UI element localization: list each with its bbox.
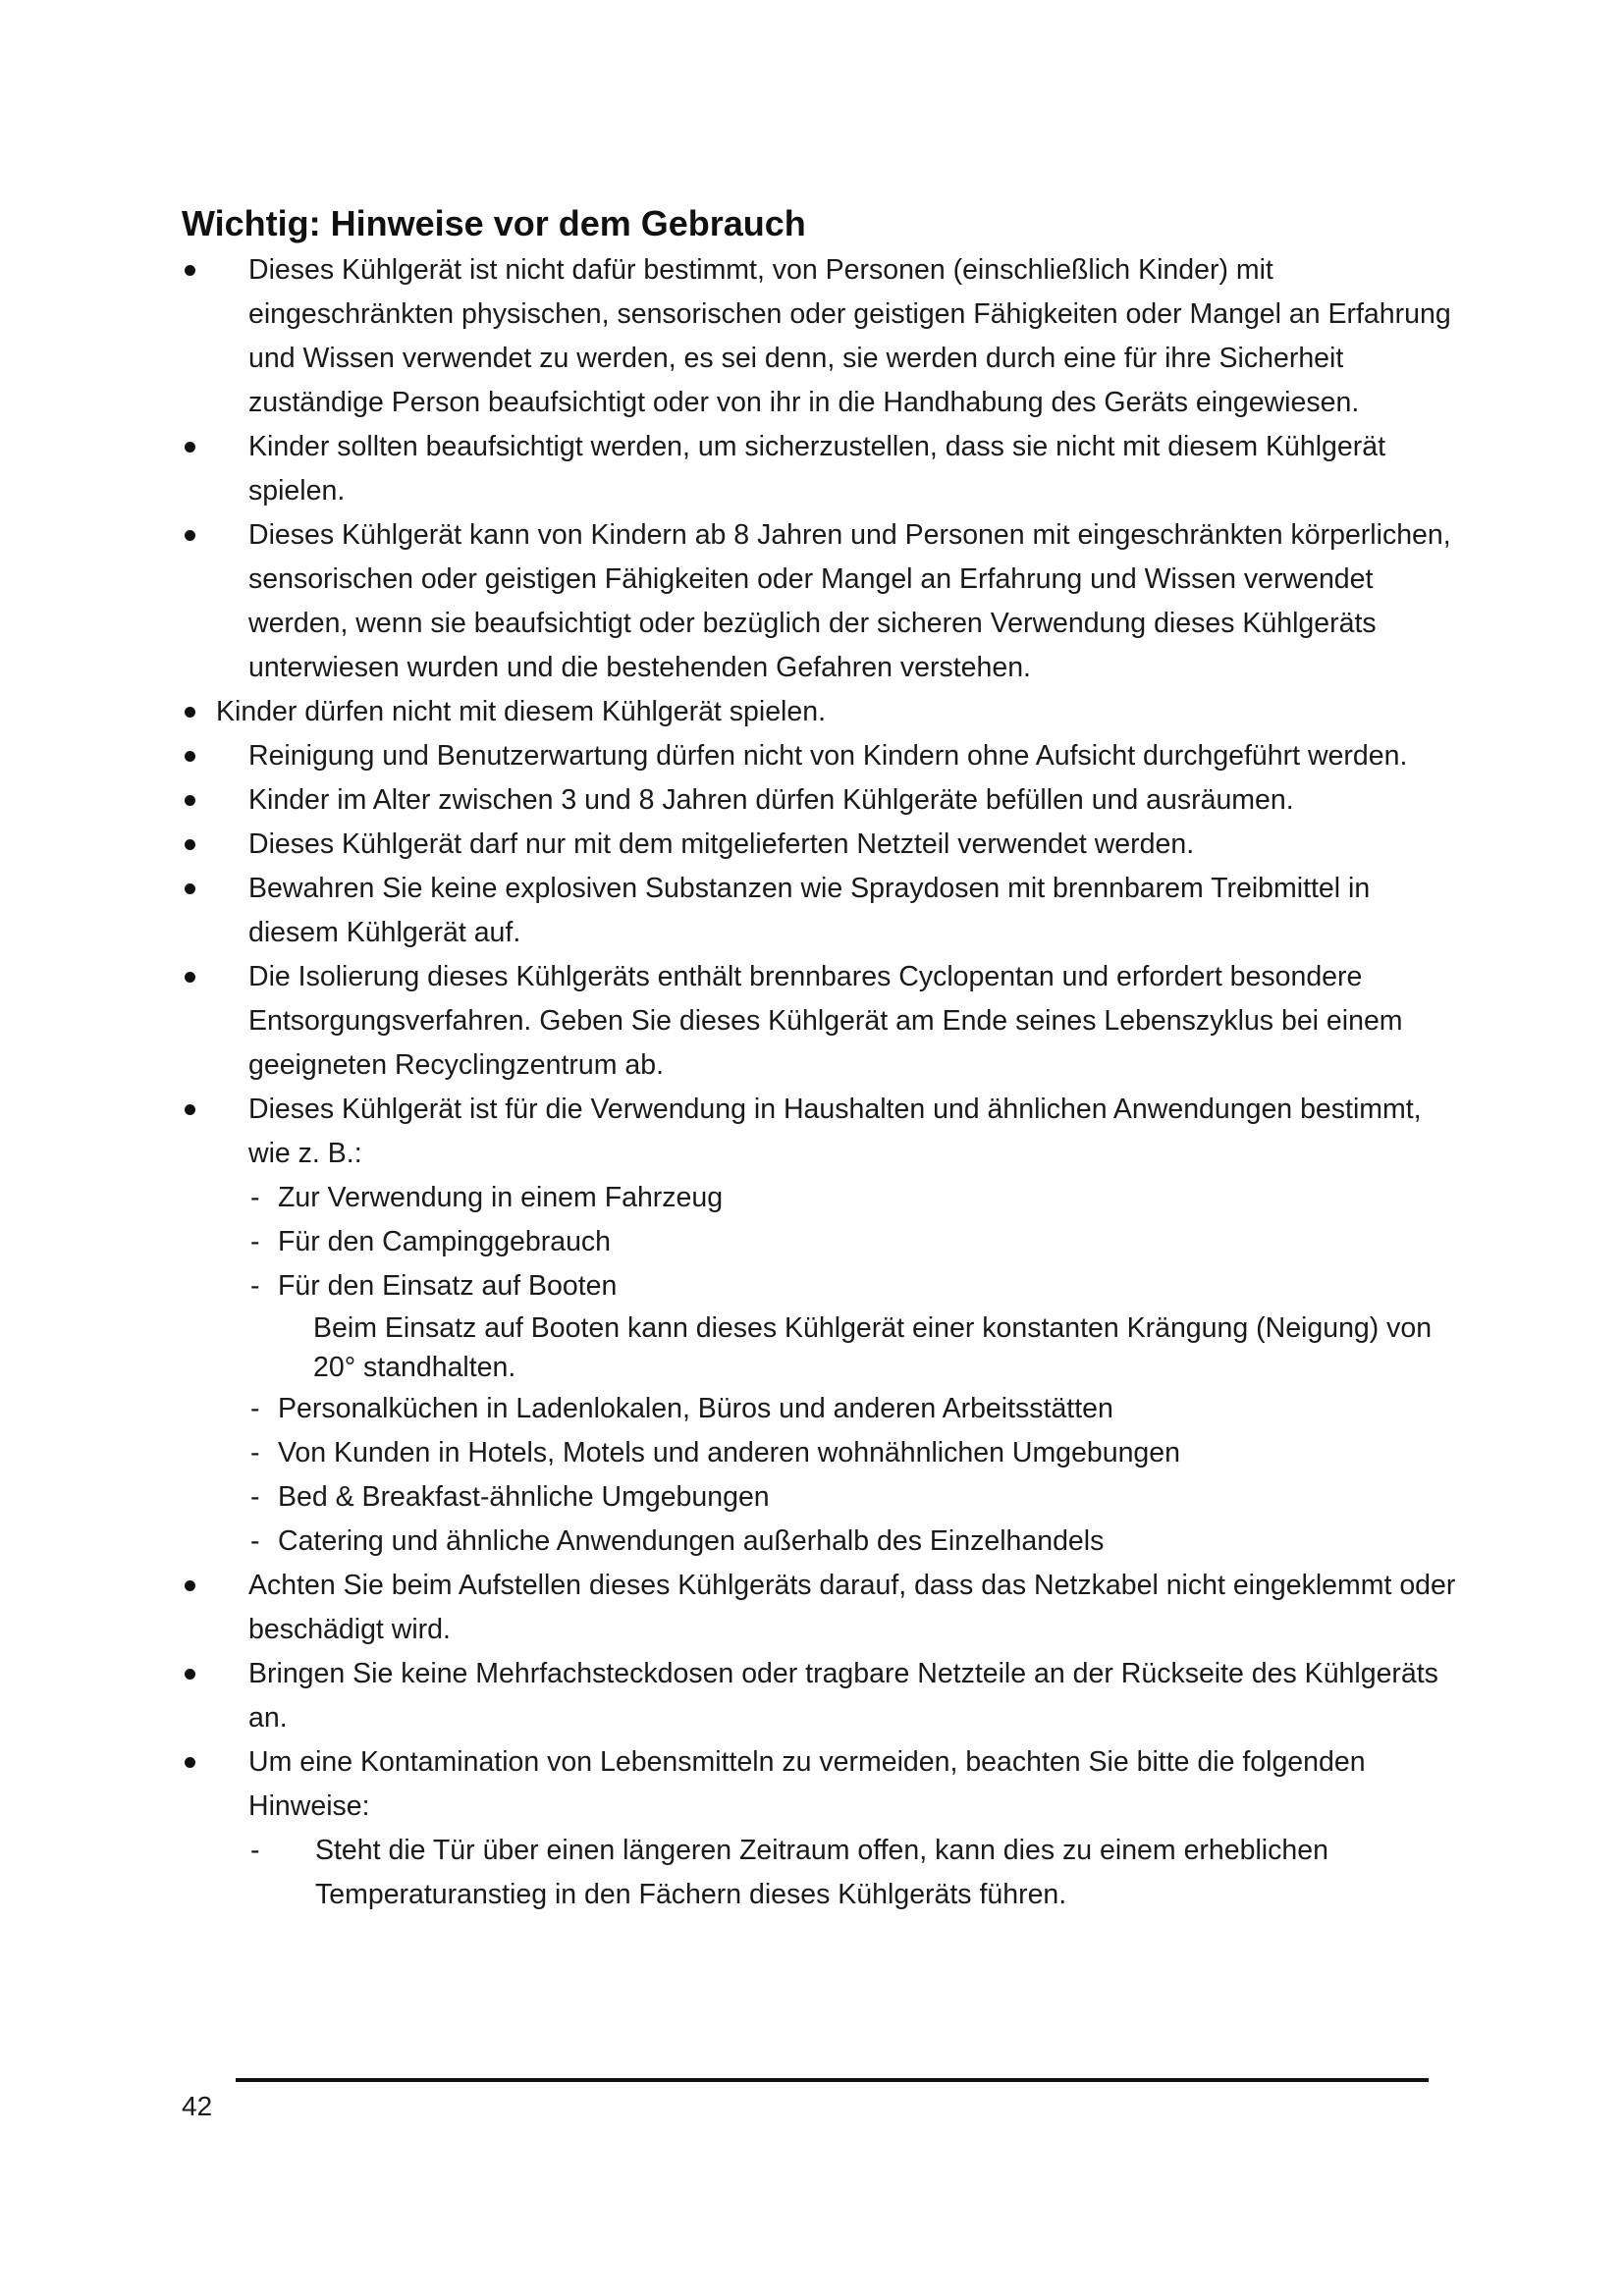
bullet-icon (185, 972, 195, 983)
sublist-item-text: Personalküchen in Ladenlokalen, Büros und anderen Arbeitsstätten (278, 1393, 1113, 1424)
page-title: Wichtig: Hinweise vor dem Gebrauch (182, 203, 806, 243)
boat-note: Beim Einsatz auf Booten kann dieses Kühlgerät einer konstanten Krängung (Neigung) von 20° standhalten. (313, 1312, 1433, 1383)
bullet-icon (185, 751, 195, 762)
list-item (182, 248, 1458, 425)
bullet-icon (185, 530, 195, 541)
list-item-text: Bringen Sie keine Mehrfachsteckdosen oder tragbare Netzteile an der Rückseite des Kühlgeräts an. (248, 1658, 1438, 1734)
sublist-item-text: Steht die Tür über einen längeren Zeitraum offen, kann dies zu einem erheblichen Temperaturanstieg in den Fächern dieses Kühlgeräts führen. (315, 1835, 1328, 1910)
list-item-text: Kinder sollten beaufsichtigt werden, um sicherzustellen, dass sie nicht mit diesem Kühlgerät spielen. (248, 431, 1385, 507)
bullet-icon (185, 1104, 195, 1115)
bullet-icon (185, 795, 195, 806)
list-item (182, 1088, 1458, 1564)
sublist-item (250, 1264, 1458, 1308)
sublist-item-text: Für den Einsatz auf Booten (278, 1270, 618, 1302)
dash-marker: - (250, 1481, 260, 1513)
list-item-text: Kinder dürfen nicht mit diesem Kühlgerät spielen. (216, 696, 827, 727)
bullet-icon (185, 265, 195, 276)
usage-sublist (248, 1176, 1458, 1564)
list-item (182, 690, 1458, 734)
contamination-sublist (248, 1829, 1458, 1917)
bullet-icon (185, 883, 195, 894)
list-item-text: Dieses Kühlgerät darf nur mit dem mitgelieferten Netzteil verwendet werden. (248, 828, 1195, 860)
sublist-item-text: Für den Campinggebrauch (278, 1226, 612, 1257)
sublist-item-text: Von Kunden in Hotels, Motels und anderen wohnähnlichen Umgebungen (278, 1437, 1180, 1468)
list-item-text: Reinigung und Benutzerwartung dürfen nicht von Kindern ohne Aufsicht durchgeführt werden. (248, 740, 1408, 772)
dash-marker: - (250, 1182, 260, 1213)
list-item (182, 1652, 1458, 1740)
sublist-item (250, 1520, 1458, 1564)
dash-marker: - (250, 1270, 260, 1302)
list-item-text: Dieses Kühlgerät kann von Kindern ab 8 Jahren und Personen mit eingeschränkten körperlichen, sensorischen oder geistigen Fähigkeiten oder Mangel an Erfahrung und Wissen verwendet werden, wenn sie beaufsichtigt oder bezüglich der sicheren Verwendung dieses Kühlgeräts unterwiesen wurden und die bestehenden Gefahren verstehen. (248, 519, 1451, 683)
bullet-icon (185, 442, 195, 453)
dash-marker: - (250, 1835, 260, 1866)
sublist-item (250, 1431, 1458, 1475)
sublist-item (250, 1176, 1458, 1220)
list-item-text: Achten Sie beim Aufstellen dieses Kühlgeräts darauf, dass das Netzkabel nicht eingeklemmt oder beschädigt wird. (248, 1570, 1456, 1645)
sublist-item (250, 1829, 1458, 1917)
footer-divider (236, 2078, 1429, 2082)
list-item (182, 425, 1458, 513)
safety-notice-list (182, 248, 1458, 1917)
sublist-item-text: Zur Verwendung in einem Fahrzeug (278, 1182, 724, 1213)
bullet-icon (185, 839, 195, 850)
sublist-item-text: Bed & Breakfast-ähnliche Umgebungen (278, 1481, 770, 1513)
bullet-icon (185, 707, 195, 718)
dash-marker: - (250, 1437, 260, 1468)
sublist-item (250, 1475, 1458, 1520)
dash-marker: - (250, 1393, 260, 1424)
dash-marker: - (250, 1226, 260, 1257)
list-item-text: Um eine Kontamination von Lebensmitteln zu vermeiden, beachten Sie bitte die folgenden Hinweise: (248, 1746, 1366, 1822)
list-item (182, 823, 1458, 867)
sublist-item-text: Catering und ähnliche Anwendungen außerhalb des Einzelhandels (278, 1525, 1105, 1557)
bullet-icon (185, 1580, 195, 1591)
list-item-text: Kinder im Alter zwischen 3 und 8 Jahren dürfen Kühlgeräte befüllen und ausräumen. (248, 784, 1294, 816)
list-item (182, 778, 1458, 823)
dash-marker: - (250, 1525, 260, 1557)
list-item (182, 513, 1458, 690)
list-item (182, 734, 1458, 778)
page-number: 42 (182, 2091, 213, 2121)
list-item-text: Die Isolierung dieses Kühlgeräts enthält brennbares Cyclopentan und erfordert besondere Entsorgungsverfahren. Geben Sie dieses Kühlgerät am Ende seines Lebenszyklus bei einem geeigneten Recyclingzentrum ab. (248, 961, 1403, 1081)
list-item (182, 867, 1458, 955)
sublist-item (250, 1220, 1458, 1264)
sublist-item (250, 1387, 1458, 1431)
list-item-text: Bewahren Sie keine explosiven Substanzen wie Spraydosen mit brennbarem Treibmittel in diesem Kühlgerät auf. (248, 873, 1371, 948)
list-item-text: Dieses Kühlgerät ist für die Verwendung in Haushalten und ähnlichen Anwendungen bestimmt, wie z. B.: (248, 1094, 1422, 1169)
list-item (182, 1564, 1458, 1652)
list-item-text: Dieses Kühlgerät ist nicht dafür bestimmt, von Personen (einschließlich Kinder) mit eingeschränkten physischen, sensorischen oder geistigen Fähigkeiten oder Mangel an Erfahrung und Wissen verwendet zu werden, es sei denn, sie werden durch eine für ihre Sicherheit zuständige Person beaufsichtigt oder von ihr in die Handhabung des Geräts eingewiesen. (248, 254, 1451, 418)
list-item (182, 955, 1458, 1088)
list-item (182, 1740, 1458, 1917)
bullet-icon (185, 1757, 195, 1768)
bullet-icon (185, 1669, 195, 1680)
